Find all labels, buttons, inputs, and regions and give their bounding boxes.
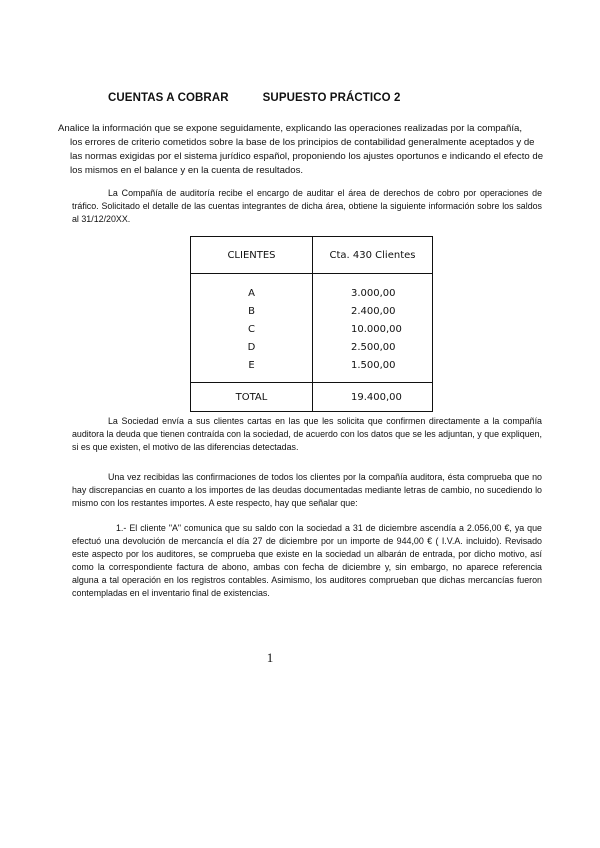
table-row [191,356,433,383]
total-amount: 19.400,00 [313,383,433,412]
client-cell: A [191,274,313,303]
intro-paragraph [58,122,548,178]
intro-rest: los errores de criterio cometidos sobre la base de los principios de contabilidad generalmente aceptados y de las normas exigidas por el sistema jurídico español, proponiendo los ajustes oportunos e indicando el efecto de los mismos en el balance y en la cuenta de resultados. [70,137,544,176]
document-title [108,92,400,104]
client-cell: D [191,338,313,356]
table-row [191,274,433,303]
table-row [191,338,433,356]
intro-line-1: Analice la información que se expone seguidamente, explicando las operaciones realizadas por la compañía, [58,123,522,134]
total-label: TOTAL [191,383,313,412]
title-subtitle: SUPUESTO PRÁCTICO 2 [262,92,401,104]
paragraph-client-a [72,522,542,600]
paragraph-3-text: Una vez recibidas las confirmaciones de todos los clientes por la compañía auditora, ésta comprueba que no hay discrepancias en cuanto a los importes de las deudas documentadas mediante letras de cambio, no sucediendo lo mismo con los restantes importes. A este respecto, hay que señalar que: [72,472,542,508]
table-total-row [191,383,433,412]
client-cell: E [191,356,313,383]
amount-cell: 3.000,00 [351,287,396,299]
paragraph-confirmation-letters [72,415,542,454]
header-clients: CLIENTES [191,237,313,274]
amount-cell: 10.000,00 [351,323,402,335]
amount-cell: 2.400,00 [351,305,396,317]
amount-cell: 1.500,00 [351,359,396,371]
table-row [191,320,433,338]
paragraph-confirmations-received [72,471,542,510]
page-number: 1 [266,650,274,665]
table-row [191,302,433,320]
client-cell: C [191,320,313,338]
paragraph-auditing-assignment [72,187,542,226]
paragraph-2-text: La Sociedad envía a sus clientes cartas en las que les solicita que confirmen directamente a la compañía auditora la deuda que tienen contraída con la sociedad, de acuerdo con los datos que se les adjuntan, y que expliquen, si es que existen, el motivo de las diferencias detectadas. [72,416,542,452]
paragraph-4-text: 1.- El cliente "A" comunica que su saldo con la sociedad a 31 de diciembre ascendía a 2.056,00 €, ya que efectuó una devolución de mercancía el día 27 de diciembre por un importe de 944,00 € ( I.V.A. incluido). Revisado este aspecto por los auditores, se comprueba que existe en la sociedad un albarán de entrada, por dicho motivo, así como la correspondiente factura de abono, ambas con fecha de diciembre y, sin embargo, no aparece referencia alguna a tal operación en los registros contables. Asimismo, los auditores comprueban que dichas mercancías fueron contempladas en el inventario final de existencias. [72,523,542,598]
clients-balance-table [190,236,433,412]
title-main: CUENTAS A COBRAR [108,92,229,104]
client-cell: B [191,302,313,320]
paragraph-1-text: La Compañía de auditoría recibe el encargo de auditar el área de derechos de cobro por operaciones de tráfico. Solicitado el detalle de las cuentas integrantes de dicha área, obtiene la siguiente información sobre los saldos al 31/12/20XX. [72,188,542,224]
amount-cell: 2.500,00 [351,341,396,353]
header-account-430: Cta. 430 Clientes [313,237,433,274]
table-header-row [191,237,433,274]
